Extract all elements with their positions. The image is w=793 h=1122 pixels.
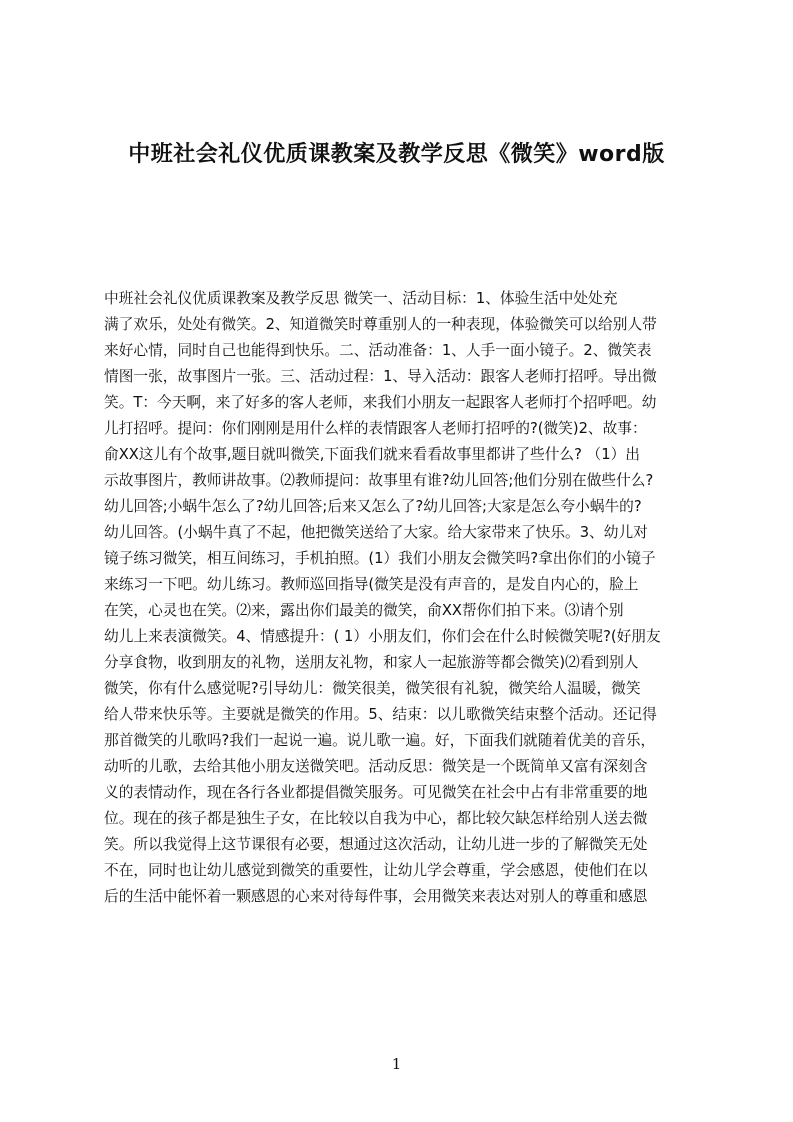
body-line: 笑。所以我觉得上这节课很有必要，想通过这次活动，让幼儿进一步的了解微笑无处 [104,836,648,853]
body-line: 后的生活中能怀着一颗感恩的心来对待每件事，会用微笑来表达对别人的尊重和感恩 [104,888,648,905]
document-title: 中班社会礼仪优质课教案及教学反思《微笑》word版 [128,142,665,167]
body-line: 来好心情，同时自己也能得到快乐。二、活动准备：1、人手一面小镜子。2、微笑表 [104,342,652,359]
page-number: 1 [391,1055,402,1073]
body-line: 幼儿上来表演微笑。4、情感提升：( 1）小朋友们，你们会在什么时候微笑呢?(好朋友 [104,628,661,645]
body-line: 不在，同时也让幼儿感觉到微笑的重要性，让幼儿学会尊重，学会感恩，使他们在以 [104,862,648,879]
body-line: 笑。T：今天啊，来了好多的客人老师，来我们小朋友一起跟客人老师打个招呼吧。幼 [104,394,657,411]
body-line: 来练习一下吧。幼儿练习。教师巡回指导(微笑是没有声音的，是发自内心的，脸上 [104,576,639,593]
body-line: 幼儿回答。(小蜗牛真了不起，他把微笑送给了大家。给大家带来了快乐。3、幼儿对 [104,524,648,541]
body-line: 动听的儿歌，去给其他小朋友送微笑吧。活动反思：微笑是一个既简单又富有深刻含 [104,758,648,775]
body-line: 镜子练习微笑，相互间练习，手机拍照。(1）我们小朋友会微笑吗?拿出你们的小镜子 [104,550,656,567]
body-line: 给人带来快乐等。主要就是微笑的作用。5、结束：以儿歌微笑结束整个活动。还记得 [104,706,657,723]
body-line: 微笑，你有什么感觉呢?引导幼儿：微笑很美，微笑很有礼貌，微笑给人温暖，微笑 [104,680,641,697]
body-line: 满了欢乐，处处有微笑。2、知道微笑时尊重别人的一种表现，体验微笑可以给别人带 [104,316,657,333]
body-line: 儿打招呼。提问：你们刚刚是用什么样的表情跟客人老师打招呼的?(微笑)2、故事： [104,420,647,437]
body-line: 示故事图片，教师讲故事。⑵教师提问：故事里有谁?幼儿回答;他们分别在做些什么? [104,472,654,489]
body-line: 中班社会礼仪优质课教案及教学反思 微笑一、活动目标：1、体验生活中处处充 [104,290,618,307]
body-line: 分享食物，收到朋友的礼物，送朋友礼物，和家人一起旅游等都会微笑)⑵看到别人 [104,654,639,671]
body-line: 幼儿回答;小蜗牛怎么了?幼儿回答;后来又怎么了?幼儿回答;大家是怎么夸小蜗牛的? [104,498,642,515]
document-body [104,286,704,910]
body-line: 俞XX这儿有个故事,题目就叫微笑,下面我们就来看看故事里都讲了些什么? （1）出 [104,446,640,463]
body-line: 义的表情动作，现在各行各业都提倡微笑服务。可见微笑在社会中占有非常重要的地 [104,784,648,801]
body-line: 在笑，心灵也在笑。⑵来，露出你们最美的微笑，俞XX帮你们拍下来。⑶请个别 [104,602,624,619]
body-line: 那首微笑的儿歌吗?我们一起说一遍。说儿歌一遍。好，下面我们就随着优美的音乐， [104,732,656,749]
body-line: 情图一张，故事图片一张。三、活动过程：1、导入活动：跟客人老师打招呼。导出微 [104,368,657,385]
body-line: 位。现在的孩子都是独生子女，在比较以自我为中心，都比较欠缺怎样给别人送去微 [104,810,648,827]
